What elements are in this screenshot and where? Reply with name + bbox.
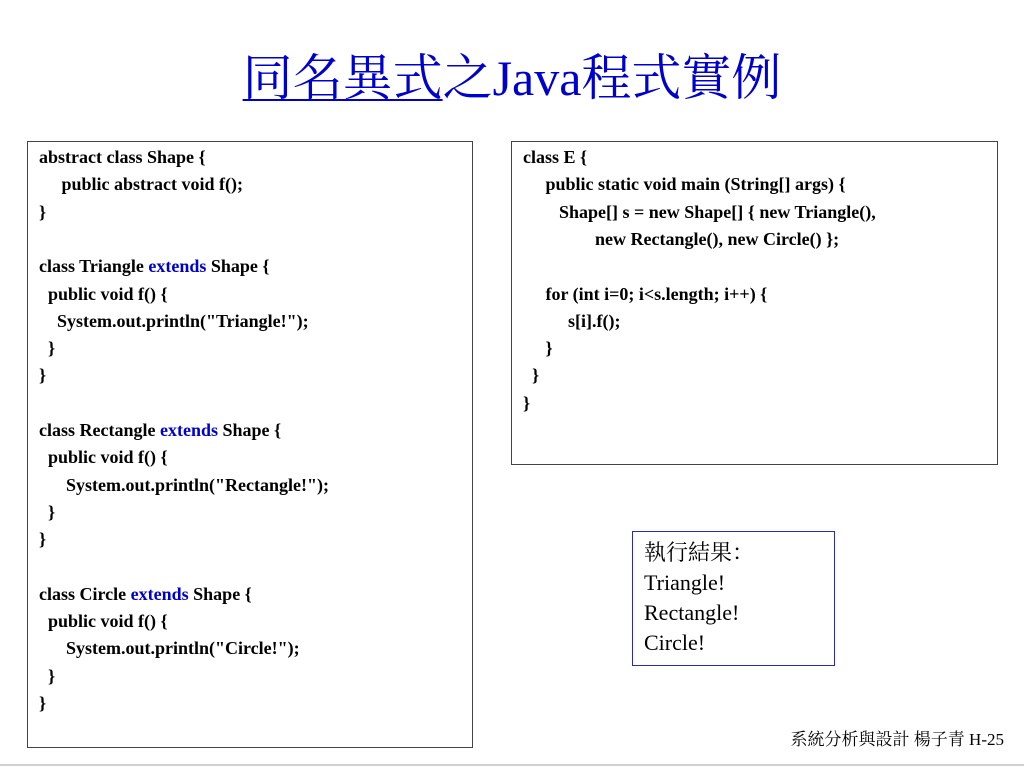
code-line xyxy=(39,364,46,386)
code-text: } xyxy=(39,529,47,550)
code-line xyxy=(39,255,269,277)
code-line xyxy=(39,173,243,195)
code-line: s[i].f(); xyxy=(523,310,621,331)
bottom-divider xyxy=(0,764,1024,766)
code-text: System.out.println("Triangle!"); xyxy=(39,310,309,331)
slide-title xyxy=(0,48,1024,108)
code-text: abstract class Shape { xyxy=(39,147,206,167)
code-text: Shape { xyxy=(206,256,270,277)
code-line xyxy=(39,692,46,714)
extends-keyword: extends xyxy=(130,583,189,604)
main-class-code-box xyxy=(511,141,998,465)
code-line xyxy=(39,283,168,305)
output-heading: 執行結果： xyxy=(644,540,755,565)
code-line xyxy=(39,501,55,523)
code-line xyxy=(39,474,329,496)
code-line xyxy=(39,610,168,632)
code-line xyxy=(39,583,252,605)
code-line: new Rectangle(), new Circle() }; xyxy=(523,228,840,249)
output-line-rectangle: Rectangle! xyxy=(644,600,740,625)
code-line xyxy=(39,419,281,441)
code-line xyxy=(39,665,55,687)
code-line xyxy=(39,337,55,359)
extends-keyword: extends xyxy=(148,256,207,277)
code-text: } xyxy=(39,665,56,686)
code-line: } xyxy=(523,392,531,413)
code-line xyxy=(39,528,46,550)
code-line: } xyxy=(523,338,553,359)
code-line: Shape[] s = new Shape[] { new Triangle(), xyxy=(523,201,876,222)
title-rest-text: 之Java程式實例 xyxy=(442,50,782,106)
code-text: public abstract void f(); xyxy=(39,174,243,195)
code-line: public static void main (String[] args) { xyxy=(523,174,846,195)
slide-footer: 系統分析與設計 楊子青 H-25 xyxy=(790,730,1004,749)
code-text: System.out.println("Rectangle!"); xyxy=(39,474,329,495)
code-line: for (int i=0; i<s.length; i++) { xyxy=(523,283,768,304)
shape-classes-code-box xyxy=(27,141,473,748)
title-link-text[interactable]: 同名異式 xyxy=(242,50,443,106)
code-text: public void f() { xyxy=(39,283,168,304)
code-text: } xyxy=(39,693,47,713)
code-line xyxy=(39,310,309,332)
code-line: class E { xyxy=(523,147,588,167)
code-text: System.out.println("Circle!"); xyxy=(39,638,300,659)
code-text: class Triangle xyxy=(39,256,149,277)
code-text: class Circle xyxy=(39,583,131,604)
code-text: class Rectangle xyxy=(39,420,160,440)
code-text: Shape { xyxy=(217,420,282,440)
code-text: } xyxy=(39,201,47,222)
output-line-circle: Circle! xyxy=(644,630,706,655)
code-text: public void f() { xyxy=(39,611,168,632)
code-line: } xyxy=(523,365,540,386)
code-text: Shape { xyxy=(188,583,252,604)
code-text: } xyxy=(39,501,56,522)
code-line xyxy=(39,201,46,223)
execution-result-box xyxy=(632,531,835,666)
code-line xyxy=(39,146,206,168)
code-line xyxy=(39,637,300,659)
output-line-triangle: Triangle! xyxy=(644,570,726,595)
code-text: public void f() { xyxy=(39,447,168,468)
extends-keyword: extends xyxy=(159,420,218,440)
code-text: } xyxy=(39,338,56,359)
code-line xyxy=(39,446,168,468)
code-text: } xyxy=(39,365,47,386)
